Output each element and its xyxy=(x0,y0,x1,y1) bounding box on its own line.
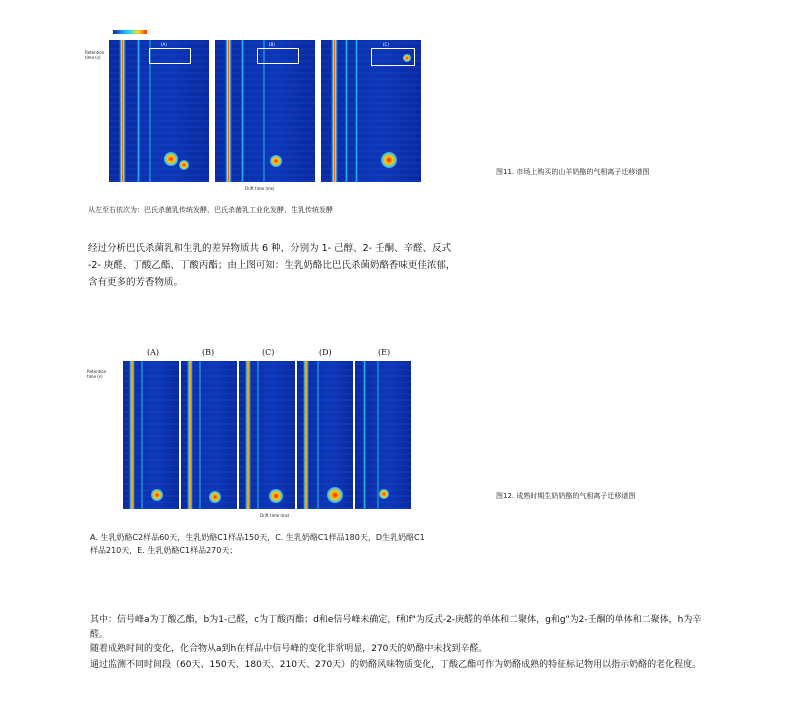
panel-label-a: (A) xyxy=(147,348,160,357)
figure-11-caption: 图11. 市场上购买的山羊奶酪的气相离子迁移谱图 xyxy=(496,168,650,176)
marker-conclusion-text: 通过监测不同时间段（60天、150天、180天、210天、270天）的奶酪风味物质变化，丁酸乙酯可作为奶酪成熟的特征标记物用以指示奶酪的老化程度。 xyxy=(90,660,702,670)
figure-12 xyxy=(85,345,425,525)
figure-12-note: A. 生乳奶酪C2样品60天，生乳奶酪C1样品150天，C. 生乳奶酪C1样品180天，D生乳奶酪C1样品210天，E. 生乳奶酪C1样品270天； xyxy=(90,533,425,555)
figure-11 xyxy=(85,28,430,193)
panel-label-b: (B) xyxy=(202,348,215,357)
maturation-change-text: 随着成熟时间的变化，化合物从a到h在样品中信号峰的变化非常明显，270天的奶酪中未找到辛醛。 xyxy=(90,644,488,654)
panel-label-c: (C) xyxy=(262,348,275,357)
figure-12-caption: 图12. 成熟时期生奶奶酪的气相离子迁移谱图 xyxy=(496,492,636,500)
panel-label: (C) xyxy=(383,42,389,47)
peak-identification-text: 其中：信号峰a为丁酸乙酯，b为1-己醛，c为丁酸丙酯；d和e信号峰未确定，f和f"为反式-2-庚醛的单体和二聚体，g和g"为2-壬酮的单体和二聚体，h为辛醛。 xyxy=(90,615,702,640)
panel-label-d: (D) xyxy=(319,348,332,357)
spectrum-panel-a xyxy=(123,361,179,509)
panel-label: (A) xyxy=(161,42,167,47)
spectrum-panel-c xyxy=(239,361,295,509)
spectrum-panel-a xyxy=(109,40,209,182)
panel-label-e: (E) xyxy=(378,348,391,357)
x-axis-label: Drift time (ms) xyxy=(245,186,275,191)
y-axis-label: Retention time (s) xyxy=(85,50,105,60)
highlight-box xyxy=(149,48,191,64)
analysis-paragraph: 经过分析巴氏杀菌乳和生乳的差异物质共 6 种，分别为 1- 己醇、2- 壬酮、辛醛、反式 -2- 庚醛、丁酸乙酯、丁酸丙酯；由上图可知：生乳奶酪比巴氏杀菌奶酪香味更佳浓郁，含有更多的芳香物质。 xyxy=(88,243,456,288)
spectrum-panel-b xyxy=(215,40,315,182)
color-scale-bar xyxy=(113,30,147,34)
spectrum-panel-c xyxy=(321,40,421,182)
highlight-box xyxy=(257,48,299,64)
y-axis-label: Retention time (s) xyxy=(87,369,107,379)
spectrum-panel-d xyxy=(297,361,353,509)
spectrum-panel-e xyxy=(355,361,411,509)
x-axis-label: Drift time (ms) xyxy=(260,513,290,518)
highlight-box xyxy=(371,48,415,66)
panel-label: (B) xyxy=(269,42,275,47)
spectrum-panel-b xyxy=(181,361,237,509)
figure-11-note: 从左至右依次为：巴氏杀菌乳传统发酵、巴氏杀菌乳工业化发酵、生乳传统发酵 xyxy=(88,206,333,214)
